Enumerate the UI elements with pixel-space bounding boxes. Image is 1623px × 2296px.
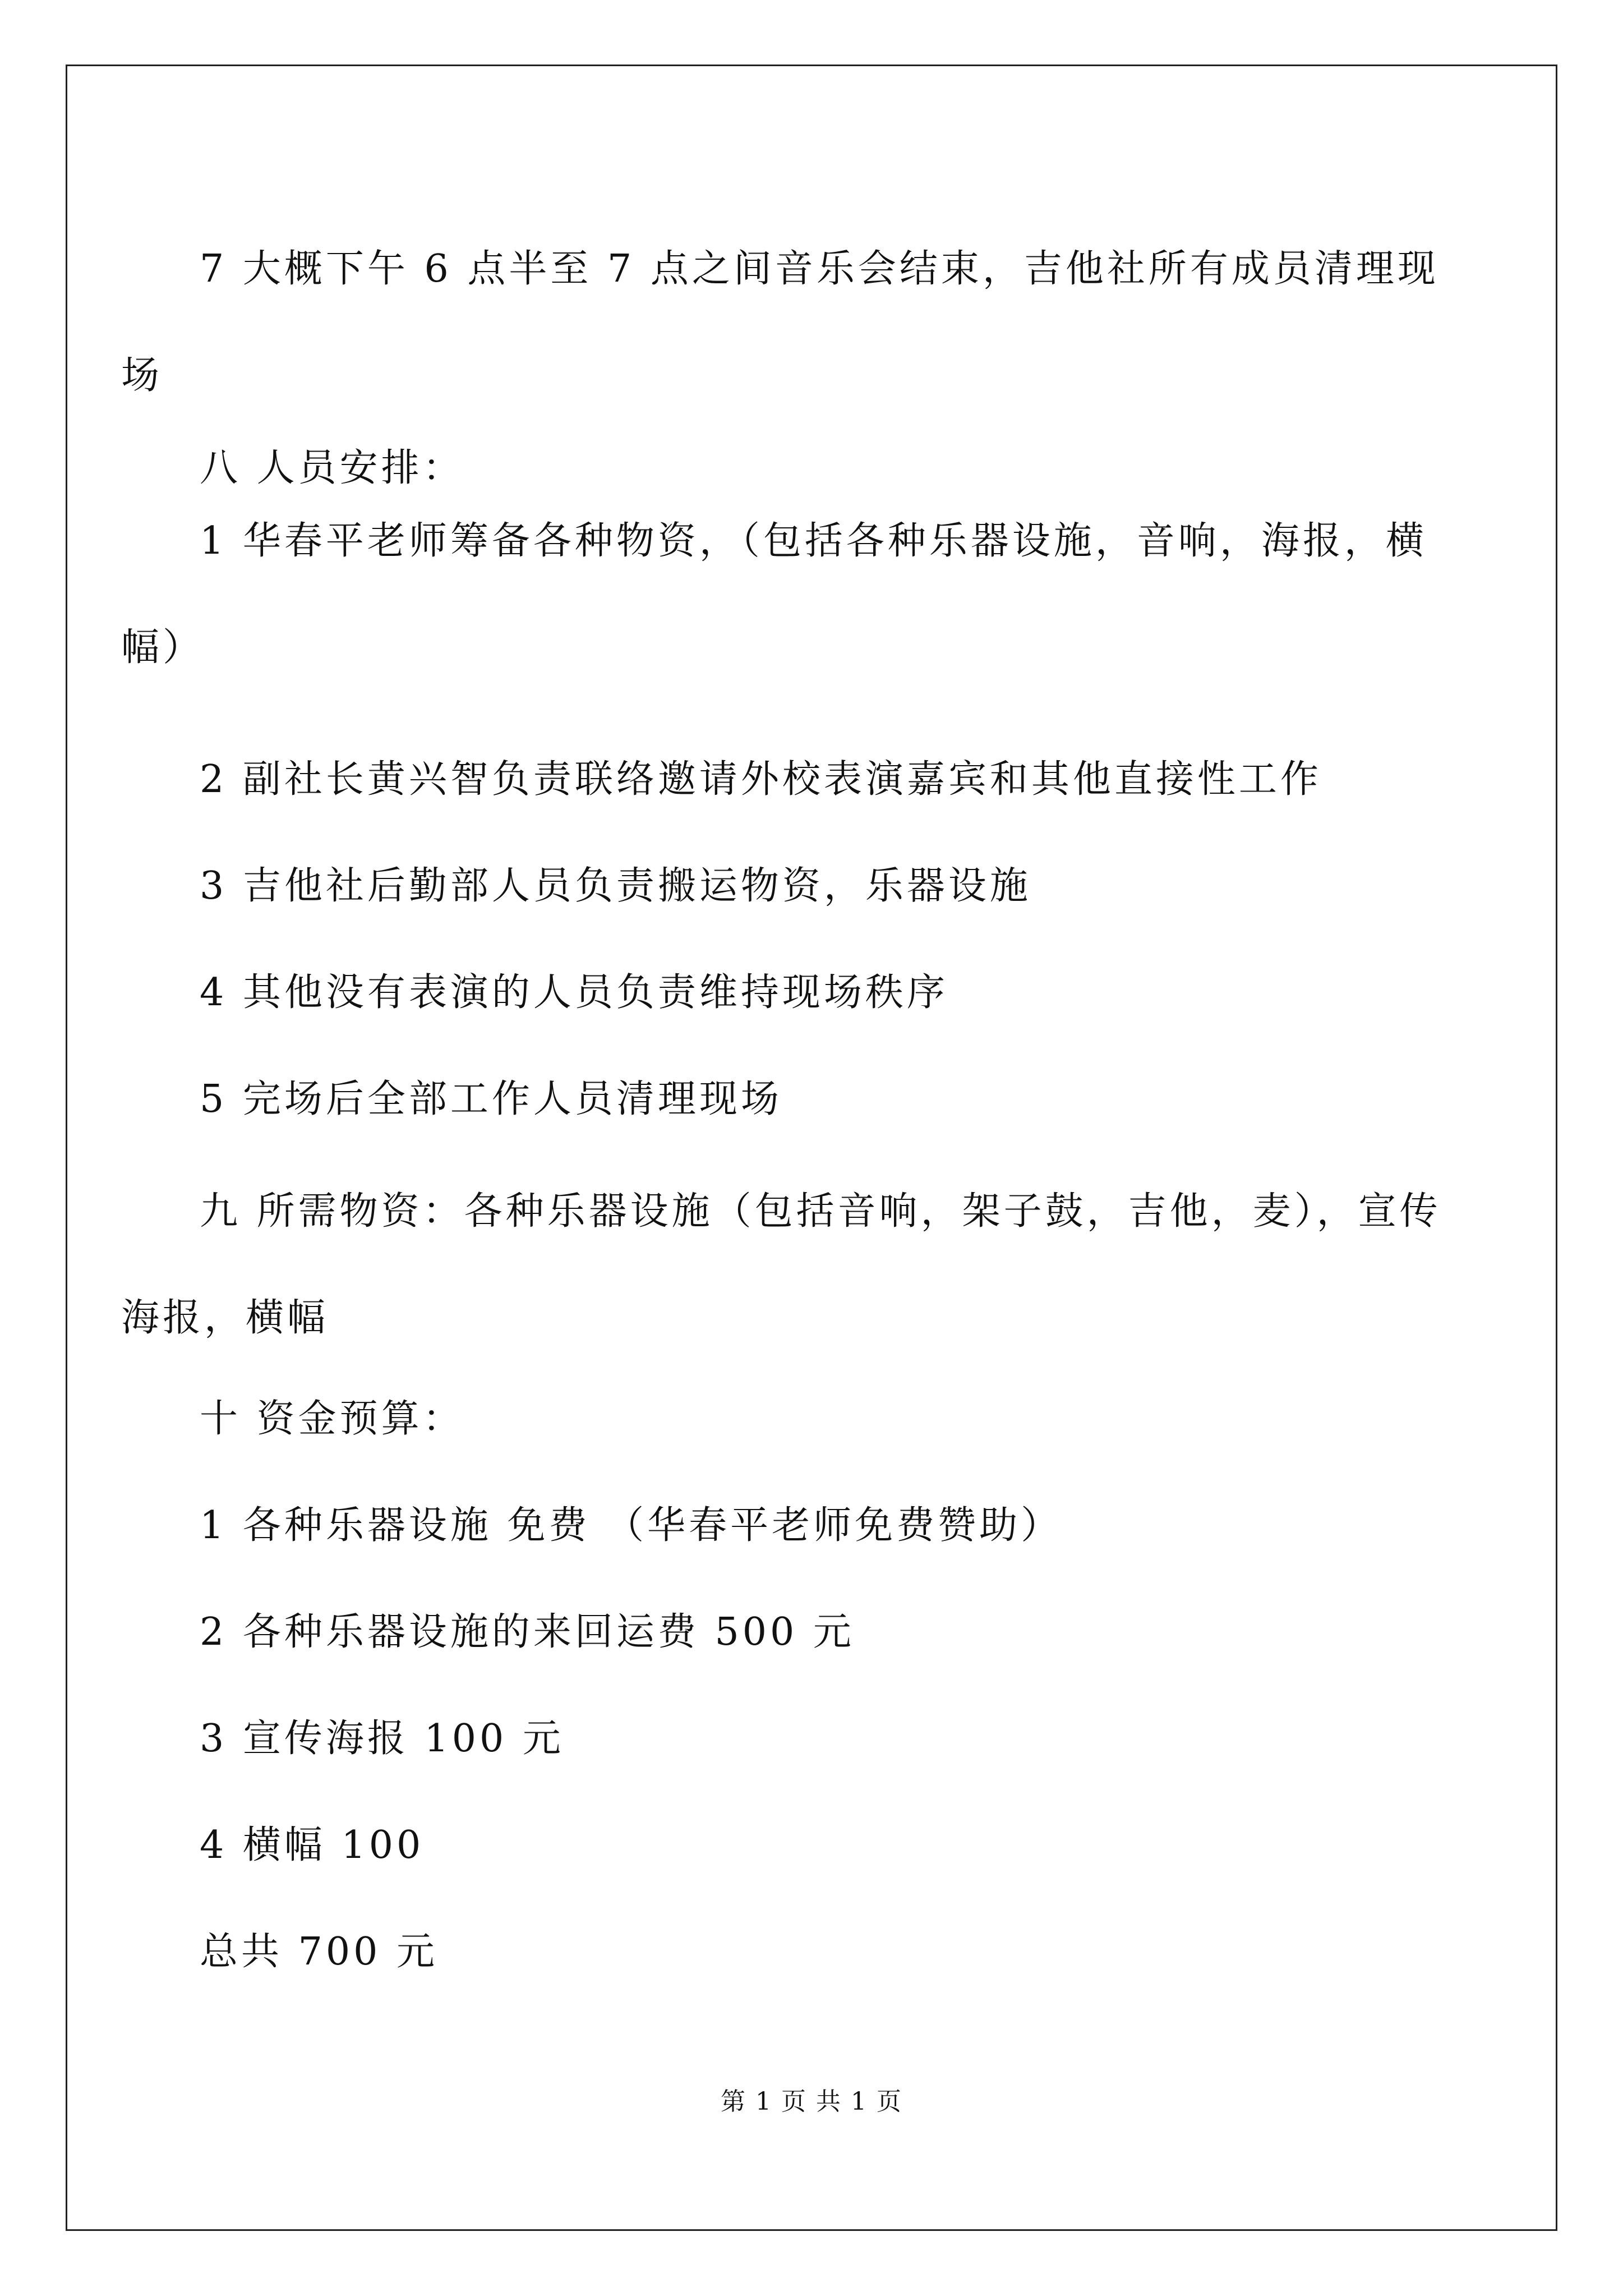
budget-item-2: 2 各种乐器设施的来回运费 500 元 [200,1610,855,1654]
paragraph-staff-5: 5 完场后全部工作人员清理现场 [200,1077,782,1121]
budget-item-1: 1 各种乐器设施 免费 （华春平老师免费赞助） [200,1503,1063,1548]
paragraph-staff-1: 1 华春平老师筹备各种物资，（包括各种乐器设施，音响，海报，横幅） [121,519,1427,670]
heading-staff-arrangement: 八 人员安排： [200,446,464,490]
paragraph-staff-2: 2 副社长黄兴智负责联络邀请外校表演嘉宾和其他直接性工作 [200,757,1322,802]
budget-total: 总共 700 元 [200,1930,439,1974]
heading-budget: 十 资金预算： [200,1397,464,1441]
paragraph-materials: 九 所需物资：各种乐器设施（包括音响，架子鼓，吉他，麦），宣传海报，横幅 [121,1189,1441,1340]
paragraph-concert-end: 7 大概下午 6 点半至 7 点之间音乐会结束，吉他社所有成员清理现场 [121,247,1439,398]
paragraph-staff-4: 4 其他没有表演的人员负责维持现场秩序 [200,970,948,1015]
budget-item-3: 3 宣传海报 100 元 [200,1717,564,1761]
page-footer: 第 1 页 共 1 页 [721,2087,902,2116]
paragraph-staff-3: 3 吉他社后勤部人员负责搬运物资，乐器设施 [200,864,1031,908]
budget-item-4: 4 横幅 100 [200,1823,425,1867]
